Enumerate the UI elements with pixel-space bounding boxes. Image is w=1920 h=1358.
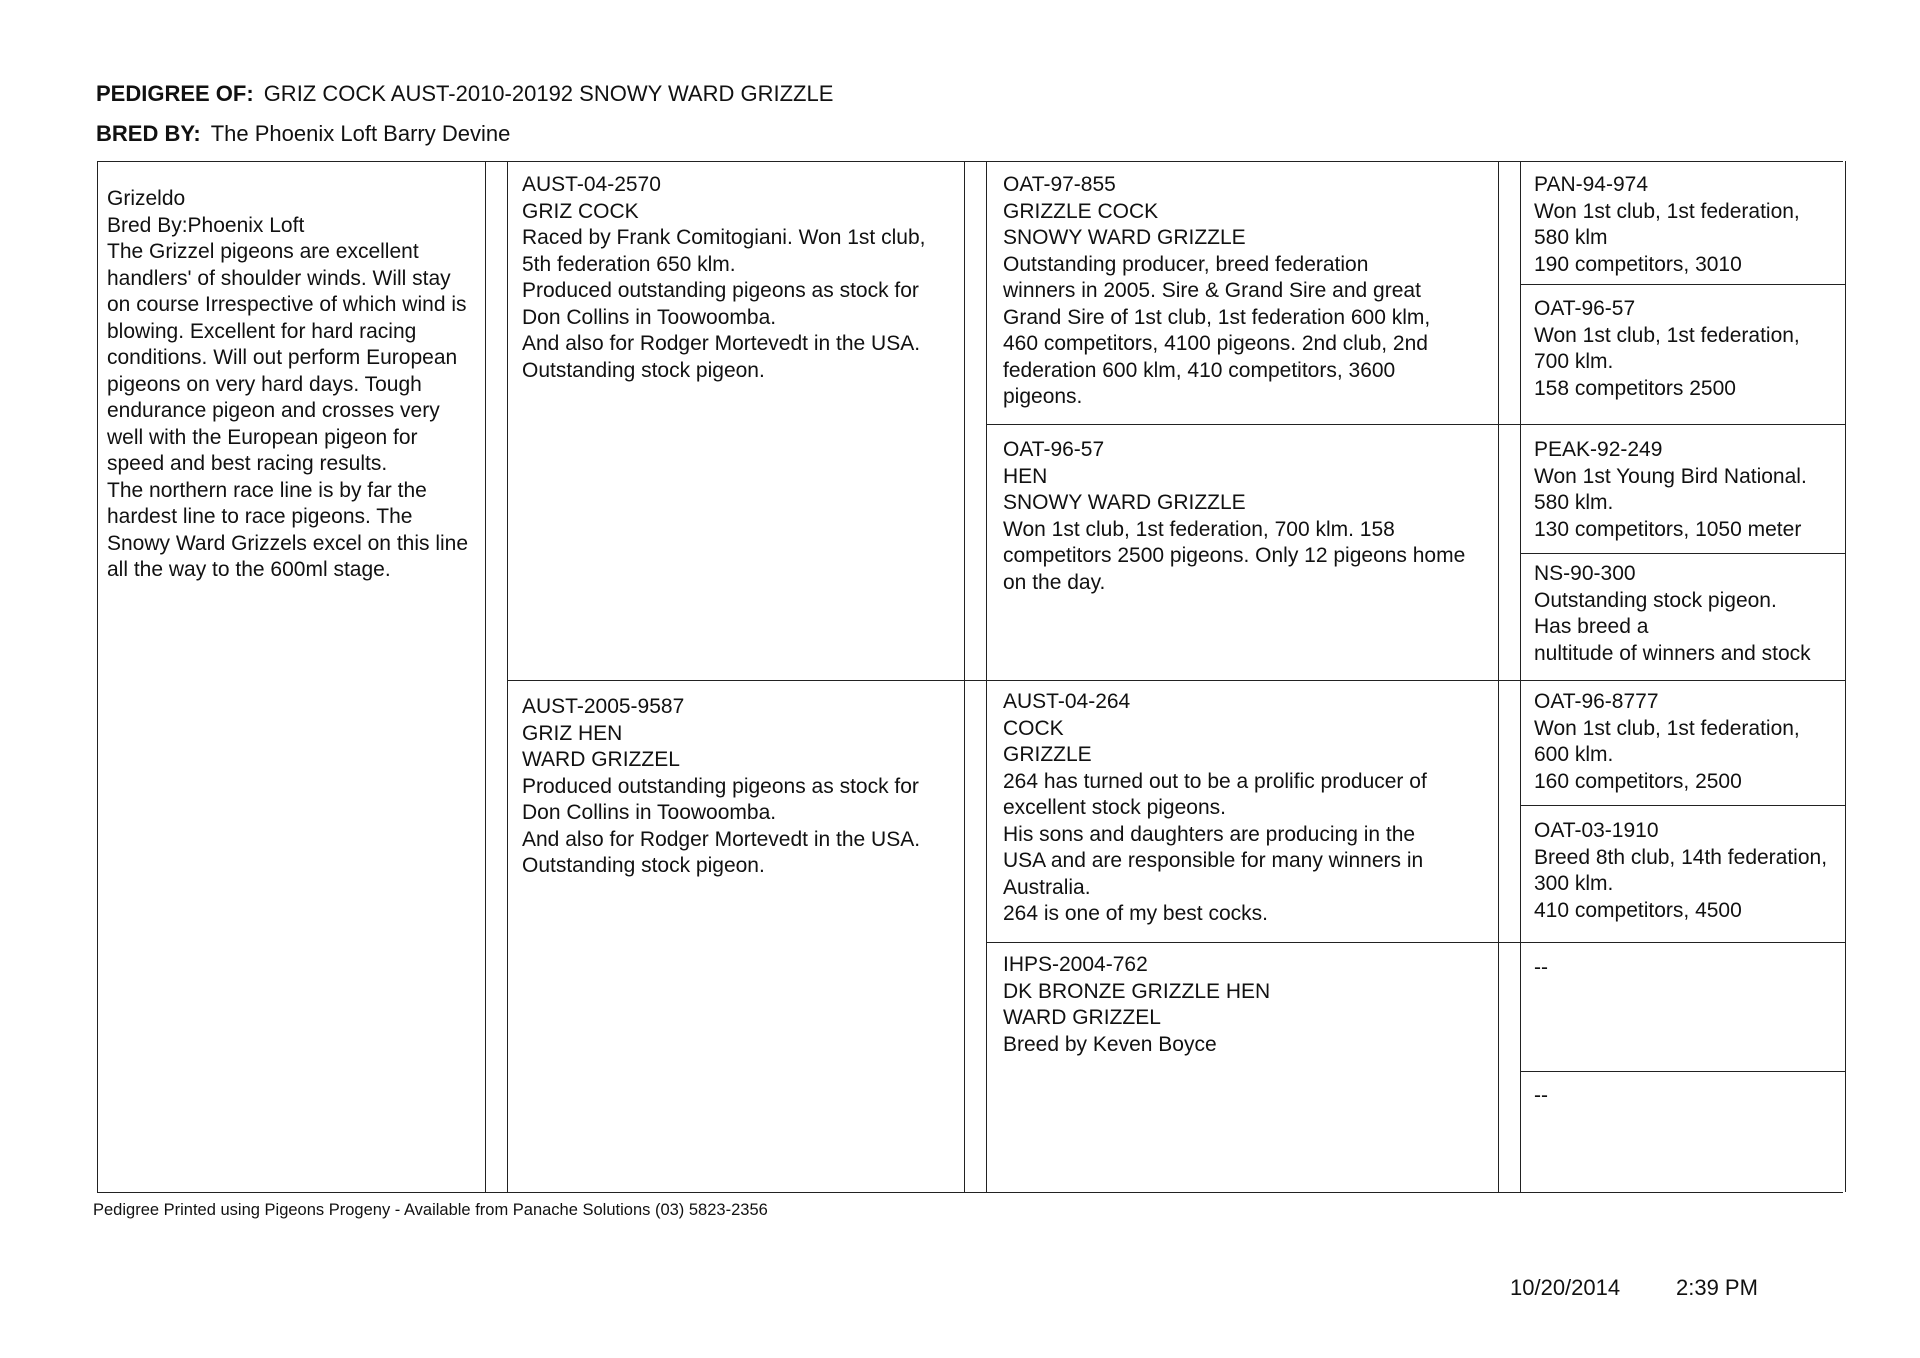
bred-by: [96, 121, 510, 147]
sire-sire-entry: OAT-97-855 GRIZZLE COCK SNOWY WARD GRIZZLE Outstanding producer, breed federation winners in 2005. Sire & Grand Sire and great Grand Sire of 1st club, 1st federation 600 klm, 460 competitors, 4100 pigeons. 2nd club, 2nd federation 600 klm, 410 competitors, 3600 pigeons.: [1003, 173, 1431, 408]
row-divider: [986, 424, 1499, 425]
table-left-border: [97, 161, 98, 1192]
row-divider: [986, 942, 1499, 943]
row-divider: [986, 680, 1499, 681]
table-bottom-border: [97, 1192, 1843, 1193]
bracket-connector: [1498, 680, 1520, 681]
great-grandparent-entry: OAT-96-8777 Won 1st club, 1st federation, 600 klm. 160 competitors, 2500: [1534, 690, 1800, 793]
great-grandparent-entry: --: [1534, 956, 1548, 979]
bracket-connector: [1498, 942, 1520, 943]
row-divider: [1520, 942, 1845, 943]
bracket-connector: [1498, 424, 1520, 425]
dam-entry: AUST-2005-9587 GRIZ HEN WARD GRIZZEL Produced outstanding pigeons as stock for Don Collins in Toowoomba. And also for Rodger Mortevedt in the USA. Outstanding stock pigeon.: [522, 695, 921, 877]
row-divider: [1520, 553, 1845, 554]
great-grandparent-entry: --: [1534, 1084, 1548, 1107]
bred-by-value: The Phoenix Loft Barry Devine: [210, 121, 511, 146]
column-divider: [485, 161, 486, 1192]
great-grandparent-entry: NS-90-300 Outstanding stock pigeon. Has breed a nultitude of winners and stock: [1534, 562, 1811, 665]
row-divider: [1520, 284, 1845, 285]
sire-entry: AUST-04-2570 GRIZ COCK Raced by Frank Comitogiani. Won 1st club, 5th federation 650 klm. Produced outstanding pigeons as stock for Don Collins in Toowoomba. And also for Rodger Mortevedt in the USA. Outstanding stock pigeon.: [522, 173, 926, 382]
dam-sire-entry: AUST-04-264 COCK GRIZZLE 264 has turned out to be a prolific producer of excellent stock pigeons. His sons and daughters are producing in the USA and are responsible for many winners in Australia. 264 is one of my best cocks.: [1003, 690, 1427, 925]
great-grandparent-entry: OAT-96-57 Won 1st club, 1st federation, 700 klm. 158 competitors 2500: [1534, 297, 1800, 400]
column-divider: [507, 161, 508, 1192]
pedigree-value: GRIZ COCK AUST-2010-20192 SNOWY WARD GRIZZLE: [263, 81, 834, 106]
table-right-border: [1845, 161, 1846, 1192]
print-date: 10/20/2014: [1510, 1275, 1621, 1300]
column-divider: [1498, 161, 1499, 1192]
row-divider: [507, 680, 965, 681]
column-divider: [964, 161, 965, 1192]
sire-dam-entry: OAT-96-57 HEN SNOWY WARD GRIZZLE Won 1st club, 1st federation, 700 klm. 158 competitors 2500 pigeons. Only 12 pigeons home on the day.: [1003, 438, 1466, 594]
row-divider: [1520, 1071, 1845, 1072]
column-divider: [1520, 161, 1521, 1192]
subject-bird-description: Grizeldo Bred By:Phoenix Loft The Grizzel pigeons are excellent handlers' of shoulder winds. Will stay on course Irrespective of which wind is blowing. Excellent for hard racing conditions. Will out perform European pigeons on very hard days. Tough endurance pigeon and crosses very well with the European pigeon for speed and best racing results. The northern race line is by far the hardest line to race pigeons. The Snowy Ward Grizzels excel on this line all the way to the 600ml stage.: [107, 187, 469, 581]
dam-dam-entry: IHPS-2004-762 DK BRONZE GRIZZLE HEN WARD GRIZZEL Breed by Keven Boyce: [1003, 953, 1271, 1056]
pedigree-title: [96, 81, 833, 107]
print-time: 2:39 PM: [1676, 1275, 1758, 1300]
great-grandparent-entry: OAT-03-1910 Breed 8th club, 14th federation, 300 klm. 410 competitors, 4500: [1534, 819, 1828, 922]
bred-by-label: BRED BY:: [96, 121, 201, 146]
table-top-border: [97, 161, 1843, 162]
bracket-connector: [964, 680, 986, 681]
great-grandparent-entry: PAN-94-974 Won 1st club, 1st federation, 580 klm 190 competitors, 3010: [1534, 173, 1800, 276]
row-divider: [1520, 805, 1845, 806]
pedigree-label: PEDIGREE OF:: [96, 81, 254, 106]
column-divider: [986, 161, 987, 1192]
row-divider: [1520, 680, 1845, 681]
great-grandparent-entry: PEAK-92-249 Won 1st Young Bird National. 580 klm. 130 competitors, 1050 meter: [1534, 438, 1807, 541]
footer-note: Pedigree Printed using Pigeons Progeny - Available from Panache Solutions (03) 5823-2356: [93, 1201, 768, 1219]
row-divider: [1520, 424, 1845, 425]
